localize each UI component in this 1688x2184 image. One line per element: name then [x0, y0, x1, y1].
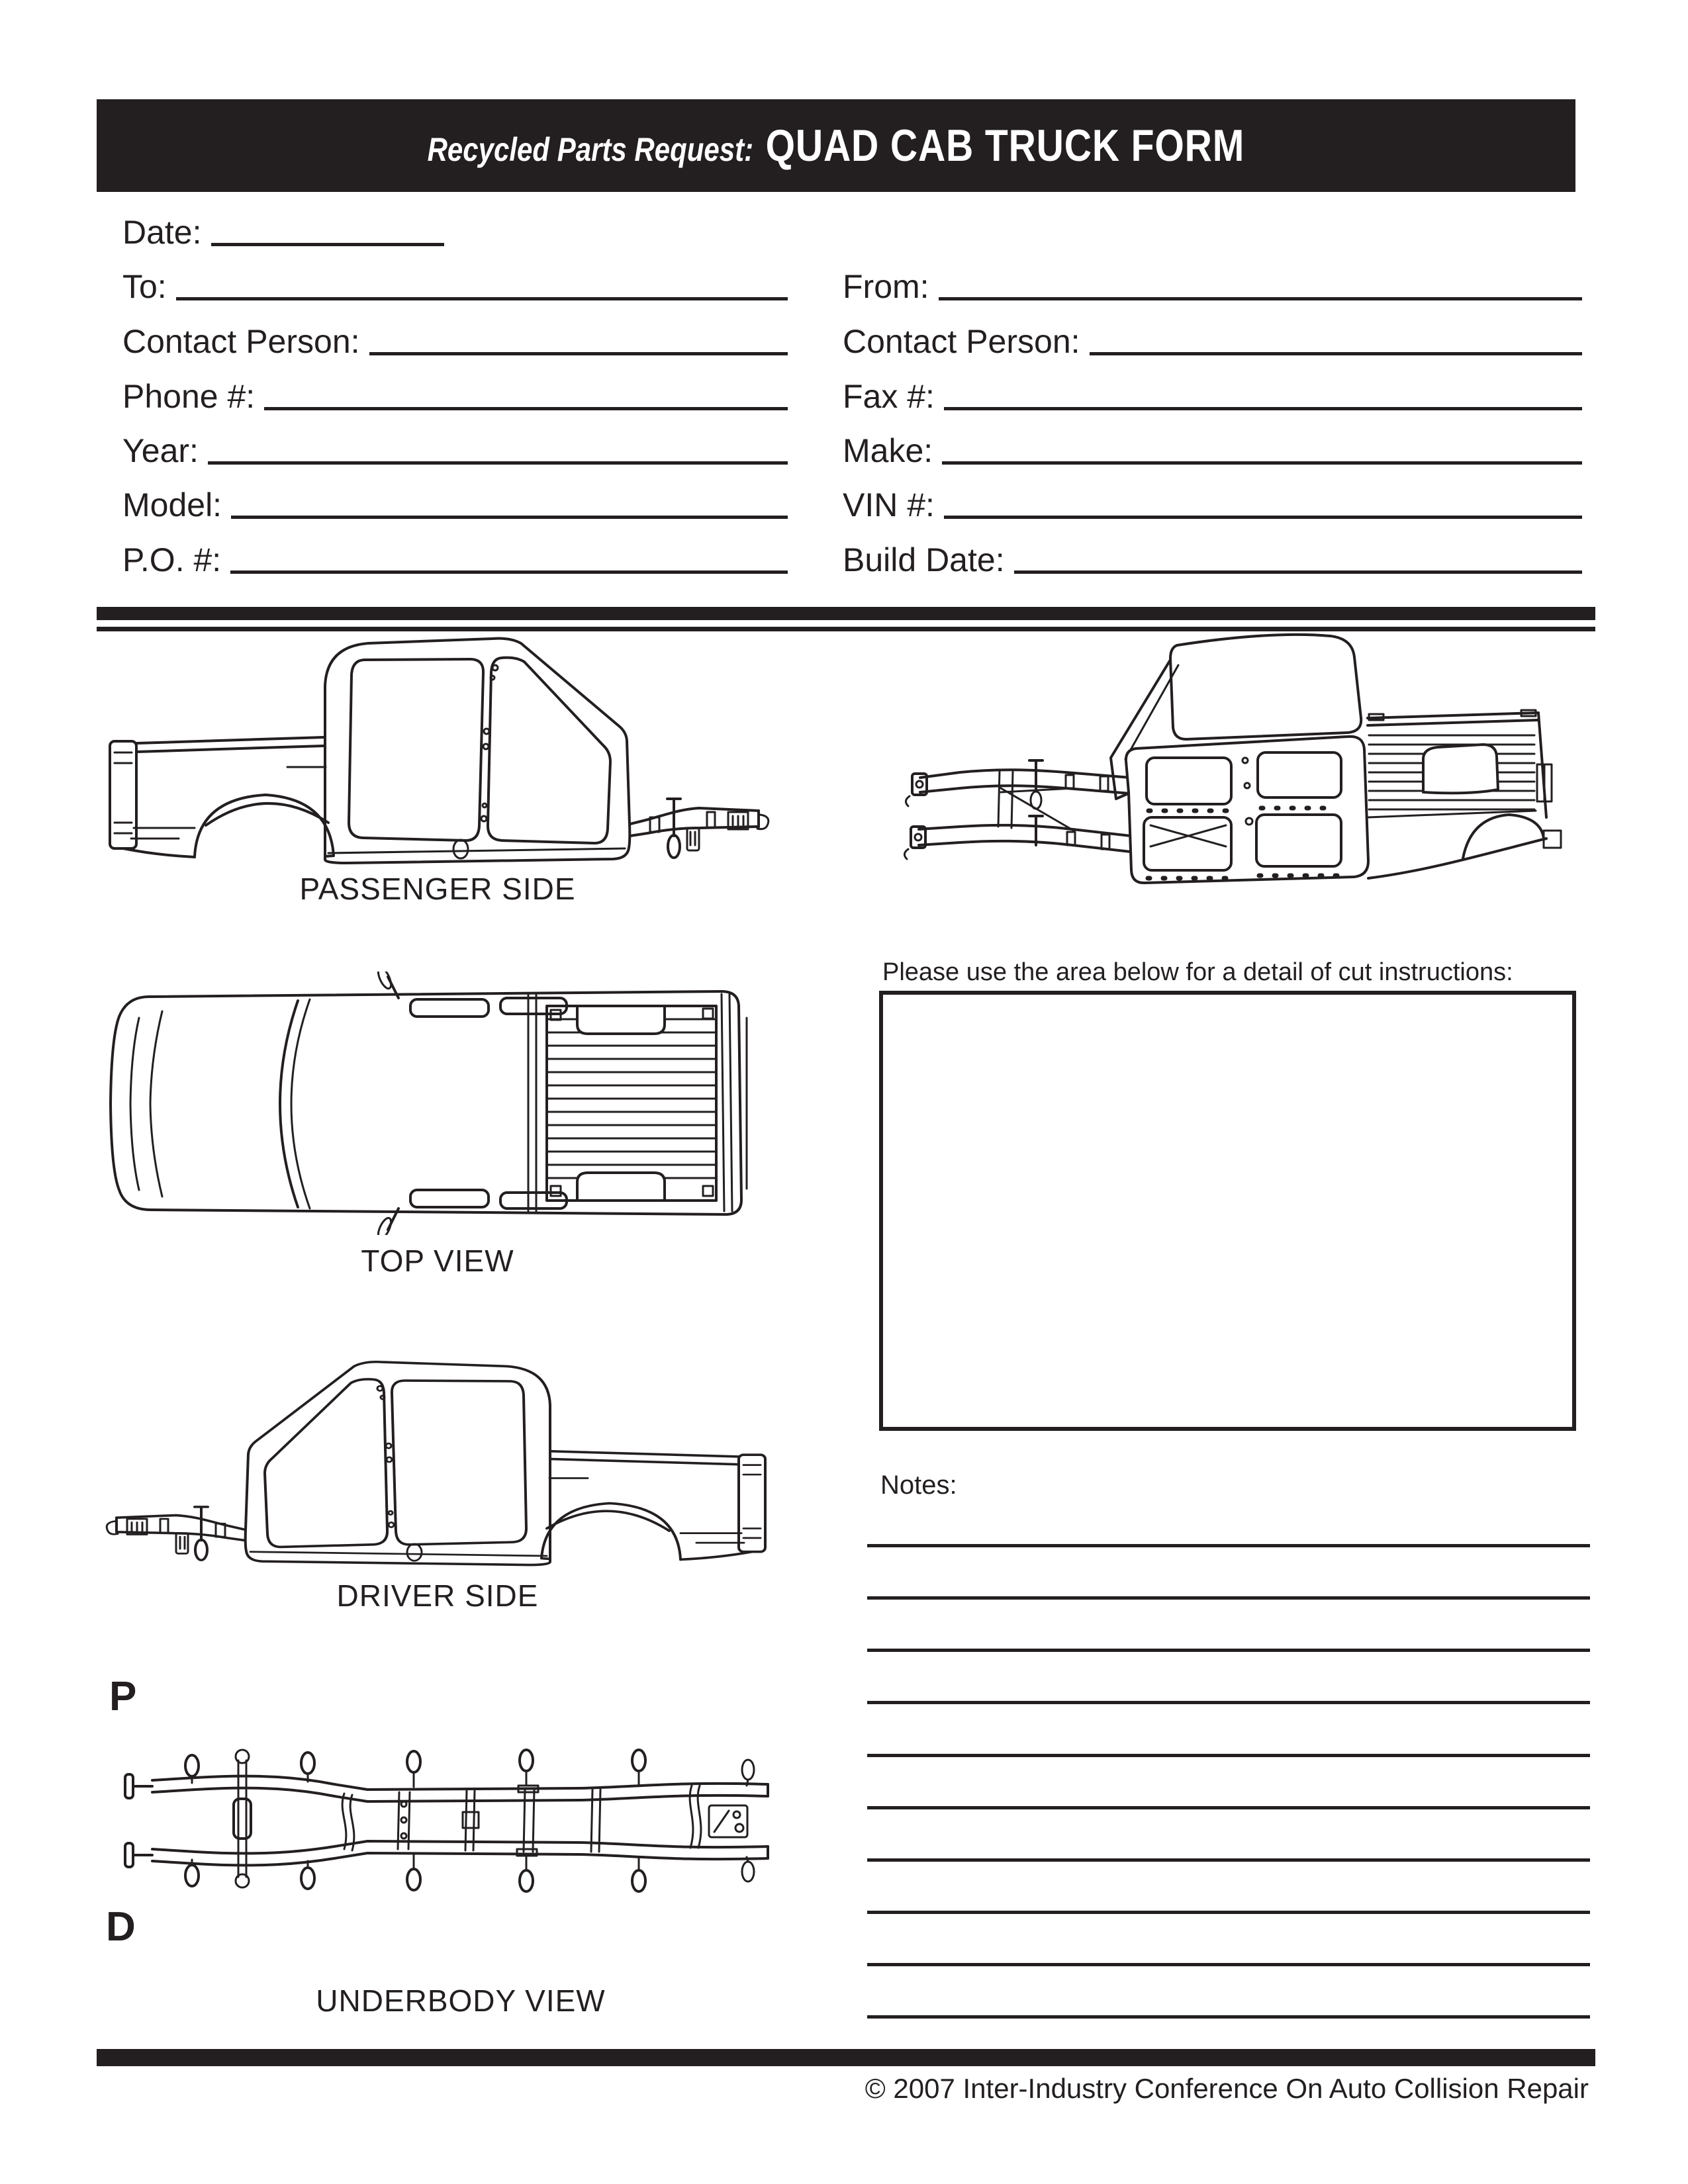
year-input-line[interactable] — [208, 461, 788, 465]
phone-label: Phone #: — [122, 378, 256, 415]
date-input-line[interactable] — [211, 243, 444, 246]
field-row-from — [843, 265, 1582, 306]
top-view-diagram — [99, 972, 774, 1235]
date-label: Date: — [122, 214, 202, 251]
form-title-main: QUAD CAB TRUCK FORM — [765, 120, 1245, 171]
notes-line[interactable] — [867, 2015, 1590, 2019]
passenger-side-label: PASSENGER SIDE — [299, 872, 576, 906]
po-number-input-line[interactable] — [230, 570, 788, 574]
form-header — [97, 99, 1575, 192]
form-title — [428, 120, 1245, 171]
to-label: To: — [122, 268, 167, 305]
model-label: Model: — [122, 486, 222, 523]
field-row-po-number — [122, 538, 788, 579]
field-row-contact-person-left — [122, 320, 788, 361]
notes-line[interactable] — [867, 1701, 1590, 1704]
to-input-line[interactable] — [176, 297, 788, 300]
underbody-view-label: UNDERBODY VIEW — [316, 1983, 606, 2018]
contact-person-left-label: Contact Person: — [122, 323, 360, 360]
from-label: From: — [843, 268, 929, 305]
vin-input-line[interactable] — [944, 516, 1582, 519]
vin-label: VIN #: — [843, 486, 935, 523]
field-row-vin — [843, 483, 1582, 524]
field-row-make — [843, 429, 1582, 470]
notes-label: Notes: — [880, 1471, 957, 1500]
field-row-year — [122, 429, 788, 470]
underbody-driver-marker: D — [106, 1904, 136, 1950]
field-row-contact-person-right — [843, 320, 1582, 361]
field-row-phone — [122, 375, 788, 416]
build-date-input-line[interactable] — [1014, 570, 1582, 574]
field-row-fax — [843, 375, 1582, 416]
fax-input-line[interactable] — [944, 407, 1582, 410]
copyright-notice: © 2007 Inter-Industry Conference On Auto Collision Repair — [865, 2073, 1589, 2104]
contact-person-right-input-line[interactable] — [1090, 352, 1582, 355]
notes-line[interactable] — [867, 1544, 1590, 1547]
field-row-model — [122, 483, 788, 524]
top-view-label: TOP VIEW — [361, 1244, 514, 1278]
underbody-passenger-marker: P — [109, 1674, 137, 1719]
cut-instructions-prompt: Please use the area below for a detail of cut instructions: — [882, 958, 1513, 986]
notes-line[interactable] — [867, 1806, 1590, 1809]
footer-rule — [97, 2049, 1595, 2066]
make-input-line[interactable] — [942, 461, 1582, 465]
driver-side-diagram — [97, 1350, 778, 1569]
driver-side-label: DRIVER SIDE — [336, 1578, 539, 1613]
phone-input-line[interactable] — [264, 407, 788, 410]
section-divider-thick — [97, 607, 1595, 620]
notes-line[interactable] — [867, 1858, 1590, 1862]
build-date-label: Build Date: — [843, 541, 1005, 578]
notes-line[interactable] — [867, 1596, 1590, 1600]
passenger-side-diagram — [97, 625, 778, 867]
from-input-line[interactable] — [939, 297, 1582, 300]
year-label: Year: — [122, 432, 199, 469]
po-number-label: P.O. #: — [122, 541, 222, 578]
model-input-line[interactable] — [231, 516, 788, 519]
form-title-prefix: Recycled Parts Request: — [427, 131, 754, 168]
notes-line[interactable] — [867, 1963, 1590, 1966]
cut-instructions-box[interactable] — [879, 991, 1576, 1431]
notes-line[interactable] — [867, 1754, 1590, 1757]
field-row-to — [122, 265, 788, 306]
contact-person-right-label: Contact Person: — [843, 323, 1080, 360]
field-row-date — [122, 210, 788, 251]
notes-line[interactable] — [867, 1911, 1590, 1914]
rear-quarter-diagram — [900, 619, 1569, 891]
notes-line[interactable] — [867, 1649, 1590, 1652]
fax-label: Fax #: — [843, 378, 935, 415]
contact-person-left-input-line[interactable] — [369, 352, 788, 355]
field-row-build-date — [843, 538, 1582, 579]
make-label: Make: — [843, 432, 933, 469]
underbody-diagram — [116, 1719, 778, 1918]
